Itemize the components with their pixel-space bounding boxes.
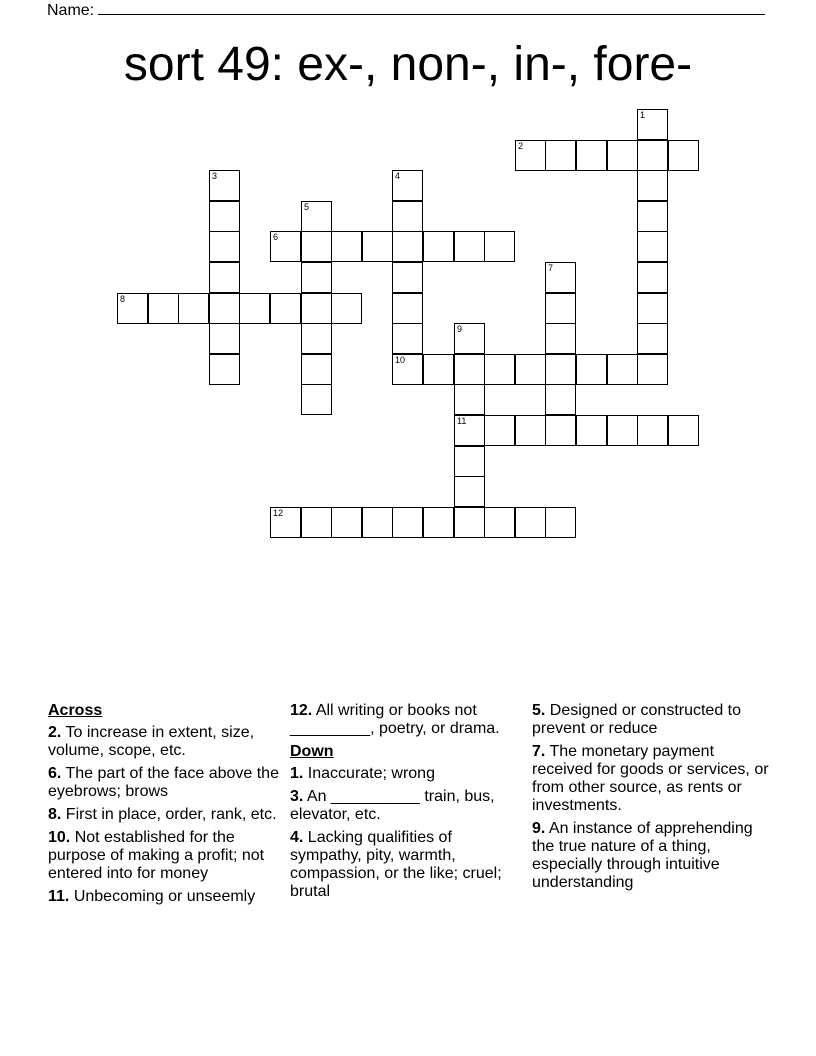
clue-down-1: 1. Inaccurate; wrong — [290, 765, 435, 782]
grid-cell[interactable] — [607, 140, 638, 171]
grid-cell[interactable] — [392, 507, 423, 538]
clue-number: 4 — [395, 171, 401, 181]
grid-cell[interactable] — [270, 293, 301, 324]
grid-cell[interactable] — [454, 476, 485, 507]
grid-cell[interactable] — [148, 293, 179, 324]
grid-cell[interactable] — [484, 231, 515, 262]
grid-cell[interactable] — [637, 231, 668, 262]
grid-cell[interactable] — [454, 415, 485, 446]
clues-column-1 — [48, 702, 280, 911]
grid-cell[interactable] — [209, 293, 240, 324]
grid-cell[interactable] — [117, 293, 148, 324]
clue-number: 6 — [273, 232, 279, 242]
grid-cell[interactable] — [239, 293, 270, 324]
grid-cell[interactable] — [484, 354, 515, 385]
grid-cell[interactable] — [545, 293, 576, 324]
grid-cell[interactable] — [209, 201, 240, 232]
grid-cell[interactable] — [637, 170, 668, 201]
clue-down-3: 3. An __________ train, bus, elevator, etc. — [290, 788, 495, 823]
down-heading: Down — [290, 743, 334, 760]
grid-cell[interactable] — [515, 507, 546, 538]
grid-cell[interactable] — [484, 415, 515, 446]
clue-number: 9 — [457, 324, 463, 334]
clue-down-5: 5. Designed or constructed to prevent or reduce — [532, 702, 742, 737]
clue-number: 1 — [640, 110, 646, 120]
grid-cell[interactable] — [637, 201, 668, 232]
grid-cell[interactable] — [545, 354, 576, 385]
clues-column-3 — [532, 702, 772, 897]
grid-cell[interactable] — [607, 415, 638, 446]
grid-cell[interactable] — [454, 323, 485, 354]
clue-number: 5 — [304, 202, 310, 212]
clue-number: 12 — [273, 508, 284, 518]
grid-cell[interactable] — [301, 323, 332, 354]
grid-cell[interactable] — [209, 262, 240, 293]
grid-cell[interactable] — [392, 231, 423, 262]
clue-number: 3 — [212, 171, 218, 181]
grid-cell[interactable] — [178, 293, 209, 324]
clue-number: 10 — [395, 355, 406, 365]
grid-cell[interactable] — [545, 507, 576, 538]
grid-cell[interactable] — [392, 354, 423, 385]
clue-across-12: 12. All writing or books not _________, poetry, or drama. — [290, 702, 500, 737]
page-title: sort 49: ex-, non-, in-, fore- — [123, 38, 693, 91]
grid-cell[interactable] — [637, 354, 668, 385]
clue-across-11: 11. Unbecoming or unseemly — [48, 888, 256, 905]
grid-cell[interactable] — [454, 446, 485, 477]
clue-number: 8 — [120, 294, 126, 304]
grid-cell[interactable] — [301, 262, 332, 293]
grid-cell[interactable] — [576, 415, 607, 446]
grid-cell[interactable] — [515, 140, 546, 171]
grid-cell[interactable] — [270, 507, 301, 538]
grid-cell[interactable] — [576, 354, 607, 385]
grid-cell[interactable] — [362, 231, 393, 262]
grid-cell[interactable] — [637, 109, 668, 140]
grid-cell[interactable] — [607, 354, 638, 385]
grid-cell[interactable] — [637, 262, 668, 293]
grid-cell[interactable] — [637, 293, 668, 324]
clue-across-10: 10. Not established for the purpose of making a profit; not entered into for money — [48, 829, 265, 882]
grid-cell[interactable] — [484, 507, 515, 538]
grid-cell[interactable] — [209, 323, 240, 354]
grid-cell[interactable] — [270, 231, 301, 262]
grid-cell[interactable] — [301, 384, 332, 415]
grid-cell[interactable] — [545, 140, 576, 171]
grid-cell[interactable] — [454, 507, 485, 538]
grid-cell[interactable] — [301, 507, 332, 538]
grid-cell[interactable] — [454, 354, 485, 385]
grid-cell[interactable] — [637, 415, 668, 446]
grid-cell[interactable] — [515, 415, 546, 446]
clue-down-9: 9. An instance of apprehending the true nature of a thing, especially through intuitive understanding — [532, 820, 753, 891]
grid-cell[interactable] — [301, 354, 332, 385]
grid-cell[interactable] — [423, 507, 454, 538]
grid-cell[interactable] — [454, 231, 485, 262]
grid-cell[interactable] — [392, 293, 423, 324]
grid-cell[interactable] — [362, 507, 393, 538]
grid-cell[interactable] — [545, 262, 576, 293]
clue-down-4: 4. Lacking qualifities of sympathy, pity, warmth, compassion, or the like; cruel; brutal — [290, 829, 502, 900]
grid-cell[interactable] — [392, 262, 423, 293]
grid-cell[interactable] — [331, 507, 362, 538]
across-heading: Across — [48, 702, 103, 719]
grid-cell[interactable] — [392, 323, 423, 354]
grid-cell[interactable] — [668, 415, 699, 446]
grid-cell[interactable] — [515, 354, 546, 385]
clue-across-8: 8. First in place, order, rank, etc. — [48, 806, 277, 823]
grid-cell[interactable] — [301, 231, 332, 262]
grid-cell[interactable] — [423, 354, 454, 385]
grid-cell[interactable] — [301, 293, 332, 324]
name-label: Name: — [47, 2, 95, 19]
grid-cell[interactable] — [301, 201, 332, 232]
grid-cell[interactable] — [637, 140, 668, 171]
grid-cell[interactable] — [545, 415, 576, 446]
grid-cell[interactable] — [209, 231, 240, 262]
clue-number: 2 — [518, 141, 524, 151]
clues-column-2 — [290, 702, 522, 906]
clue-across-2: 2. To increase in extent, size, volume, scope, etc. — [48, 724, 255, 759]
grid-cell[interactable] — [668, 140, 699, 171]
clue-number: 7 — [548, 263, 554, 273]
clue-across-6: 6. The part of the face above the eyebrows; brows — [48, 765, 279, 800]
grid-cell[interactable] — [331, 231, 362, 262]
clue-down-7: 7. The monetary payment received for goods or services, or from other source, as rents or investments. — [532, 743, 769, 814]
grid-cell[interactable] — [545, 323, 576, 354]
grid-cell[interactable] — [545, 384, 576, 415]
grid-cell[interactable] — [454, 384, 485, 415]
grid-cell[interactable] — [209, 354, 240, 385]
clue-number: 11 — [457, 416, 467, 426]
grid-cell[interactable] — [392, 201, 423, 232]
grid-cell[interactable] — [423, 231, 454, 262]
grid-cell[interactable] — [576, 140, 607, 171]
grid-cell[interactable] — [209, 170, 240, 201]
grid-cell[interactable] — [331, 293, 362, 324]
grid-cell[interactable] — [637, 323, 668, 354]
grid-cell[interactable] — [392, 170, 423, 201]
